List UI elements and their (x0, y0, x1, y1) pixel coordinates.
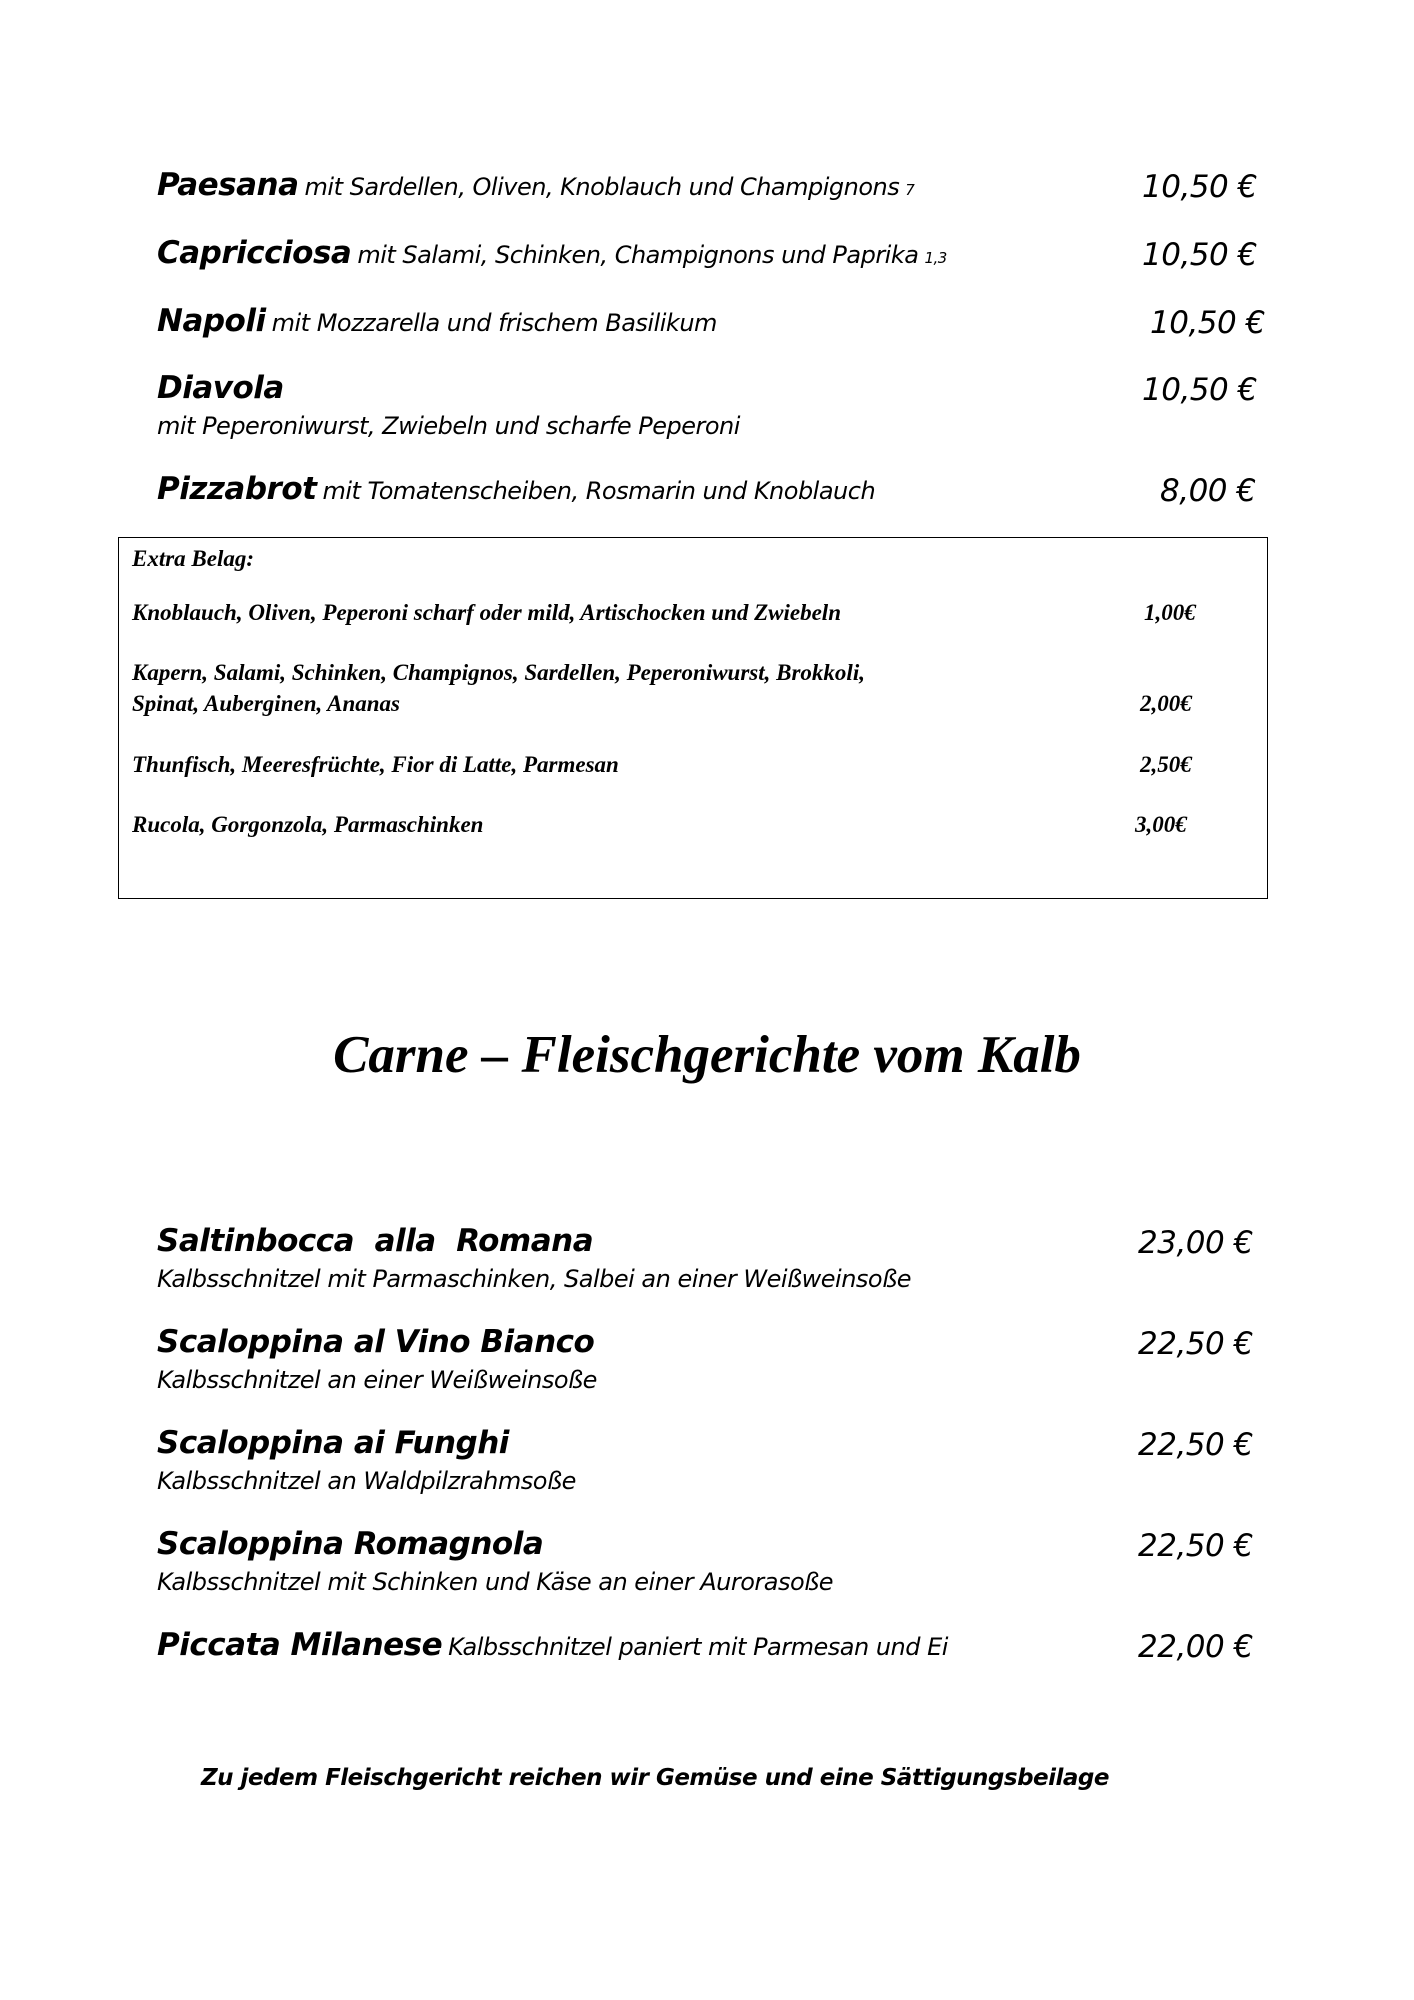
menu-item-paesana (157, 167, 1257, 203)
item-name: Diavola (157, 370, 284, 406)
extra-topping-price: 2,50€ (1140, 752, 1192, 777)
item-name: Capricciosa (157, 235, 352, 271)
extra-topping-box (118, 537, 1268, 899)
item-name: Pizzabrot (157, 471, 317, 507)
extra-topping-items: Thunfisch, Meeresfrüchte, Fior di Latte, Parmesan (132, 752, 619, 777)
item-description: mit Peperoniwurst, Zwiebeln und scharfe Peperoni (157, 412, 740, 440)
extra-topping-price: 1,00€ (1144, 600, 1196, 625)
item-price: 22,50 € (1138, 1326, 1253, 1362)
item-description: Kalbsschnitzel paniert mit Parmesan und Ei (448, 1633, 948, 1661)
item-price: 23,00 € (1138, 1225, 1253, 1261)
item-allergen: 7 (905, 181, 915, 199)
menu-item-scaloppina-vino-bianco (157, 1324, 1257, 1394)
extra-topping-items: Kapern, Salami, Schinken, Champignos, Sardellen, Peperoniwurst, Brokkoli, (132, 660, 865, 685)
item-description: Kalbsschnitzel mit Schinken und Käse an einer Aurorasoße (157, 1568, 834, 1596)
menu-item-pizzabrot (157, 471, 1257, 507)
section-heading-carne: Carne – Fleischgerichte vom Kalb (333, 1026, 1081, 1084)
extra-topping-row (132, 809, 1132, 840)
item-price: 10,50 € (1142, 237, 1257, 273)
item-description: Kalbsschnitzel an Waldpilzrahmsoße (157, 1467, 576, 1495)
extra-topping-row (132, 749, 1132, 780)
item-price: 22,00 € (1138, 1629, 1253, 1665)
menu-item-scaloppina-romagnola (157, 1526, 1257, 1596)
side-dish-note: Zu jedem Fleischgericht reichen wir Gemüse und eine Sättigungsbeilage (201, 1765, 1109, 1791)
item-price: 22,50 € (1138, 1528, 1253, 1564)
item-name: Paesana (157, 167, 299, 203)
extra-topping-items-cont: Spinat, Auberginen, Ananas (132, 691, 401, 716)
item-price: 8,00 € (1160, 473, 1256, 509)
item-description: mit Sardellen, Oliven, Knoblauch und Champignons (304, 173, 900, 201)
menu-item-piccata-milanese (157, 1627, 1257, 1663)
menu-item-saltimbocca (157, 1223, 1257, 1293)
item-description: mit Mozzarella und frischem Basilikum (271, 309, 717, 337)
menu-item-scaloppina-funghi (157, 1425, 1257, 1495)
extra-topping-items: Knoblauch, Oliven, Peperoni scharf oder mild, Artischocken und Zwiebeln (132, 600, 841, 625)
menu-item-napoli (157, 303, 1265, 341)
item-name: Saltinbocca alla Romana (157, 1223, 594, 1259)
menu-item-capricciosa (157, 235, 1257, 271)
item-description: mit Salami, Schinken, Champignons und Paprika (357, 241, 919, 269)
item-description: Kalbsschnitzel mit Parmaschinken, Salbei an einer Weißweinsoße (157, 1265, 911, 1293)
item-description: mit Tomatenscheiben, Rosmarin und Knoblauch (322, 477, 876, 505)
item-price: 10,50 € (1150, 305, 1265, 341)
item-price: 10,50 € (1142, 372, 1257, 408)
item-name: Scaloppina Romagnola (157, 1526, 544, 1562)
extra-topping-row (132, 657, 1132, 719)
extra-topping-row (132, 597, 1132, 628)
item-price: 22,50 € (1138, 1427, 1253, 1463)
item-name: Piccata Milanese (157, 1627, 443, 1663)
item-name: Scaloppina ai Funghi (157, 1425, 509, 1461)
item-description: Kalbsschnitzel an einer Weißweinsoße (157, 1366, 597, 1394)
item-allergen: 1,3 (924, 249, 947, 267)
extra-topping-price: 2,00€ (1140, 691, 1192, 716)
menu-item-diavola (157, 370, 1257, 440)
item-price: 10,50 € (1142, 169, 1257, 205)
item-name: Scaloppina al Vino Bianco (157, 1324, 595, 1360)
extra-topping-title: Extra Belag: (132, 546, 255, 571)
extra-topping-items: Rucola, Gorgonzola, Parmaschinken (132, 812, 484, 837)
extra-topping-price: 3,00€ (1135, 812, 1187, 837)
item-name: Napoli (157, 303, 266, 339)
